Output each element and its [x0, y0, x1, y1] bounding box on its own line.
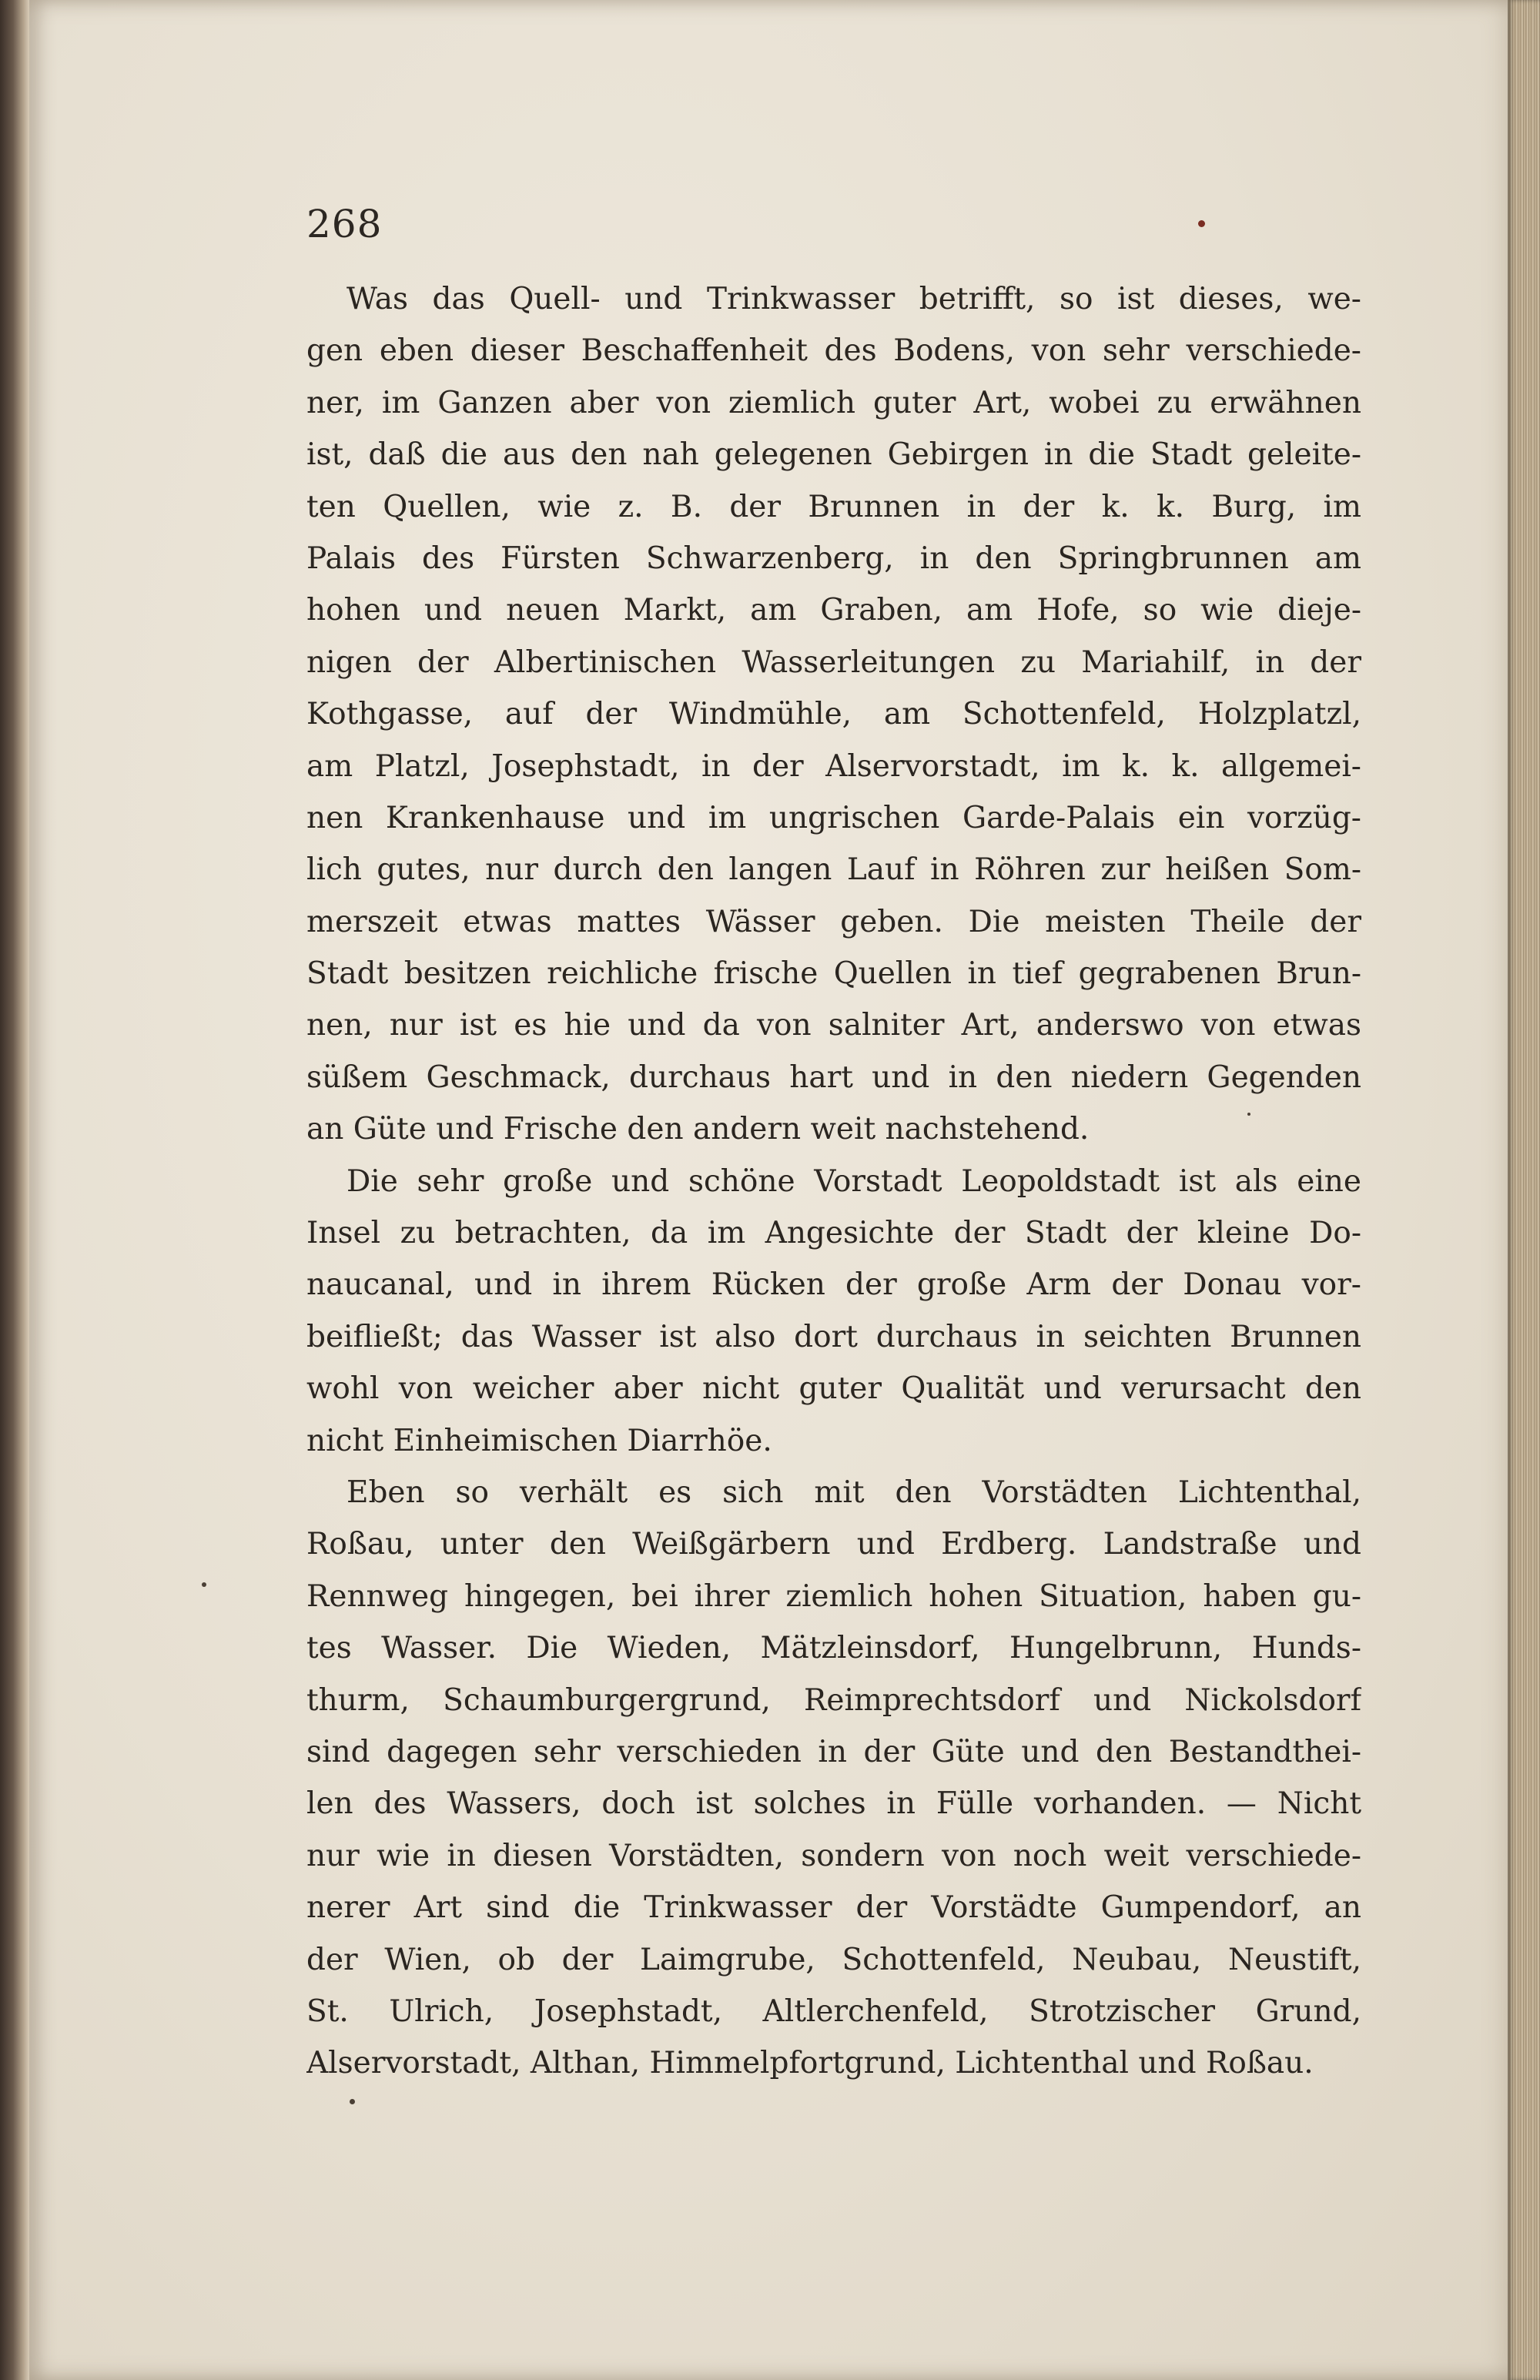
text-line: ner, im Ganzen aber von ziemlich guter Art, wobei zu erwähnen: [306, 385, 1361, 420]
text-line: nur wie in diesen Vorstädten, sondern von noch weit verschiede-: [306, 1838, 1361, 1873]
text-line: tes Wasser. Die Wieden, Mätzleinsdorf, Hungelbrunn, Hunds-: [306, 1631, 1361, 1666]
text-line: len des Wassers, doch ist solches in Fülle vorhanden. — Nicht: [306, 1786, 1361, 1822]
text-line: ist, daß die aus den nah gelegenen Gebirgen in die Stadt geleite-: [306, 437, 1361, 473]
text-line: thurm, Schaumburgergrund, Reimprechtsdorf und Nickolsdorf: [306, 1682, 1361, 1718]
text-line: Rennweg hingegen, bei ihrer ziemlich hohen Situation, haben gu-: [306, 1578, 1361, 1614]
text-line: St. Ulrich, Josephstadt, Altlerchenfeld, Strotzischer Grund,: [306, 1993, 1361, 2029]
text-line: Eben so verhält es sich mit den Vorstädten Lichtenthal,: [346, 1475, 1361, 1510]
text-line: der Wien, ob der Laimgrube, Schottenfeld, Neubau, Neustift,: [306, 1942, 1361, 1977]
paragraph: [306, 1467, 1361, 2090]
text-line: nigen der Albertinischen Wasserleitungen zu Mariahilf, in der: [306, 644, 1361, 680]
text-line: gen eben dieser Beschaffenheit des Bodens, von sehr verschiede-: [306, 333, 1361, 369]
text-line: Insel zu betrachten, da im Angesichte der Stadt der kleine Do-: [306, 1216, 1361, 1251]
page-number: 268: [306, 202, 383, 246]
text-line: Was das Quell- und Trinkwasser betrifft, so ist dieses, we-: [346, 282, 1361, 316]
page-stack-edge: [1508, 0, 1540, 2380]
text-line: an Güte und Frische den andern weit nachstehend.: [306, 1112, 1090, 1147]
paper-speck: [350, 2099, 355, 2104]
text-line: merszeit etwas mattes Wässer geben. Die meisten Theile der: [306, 904, 1361, 939]
text-line: nen, nur ist es hie und da von salniter Art, anderswo von etwas: [306, 1008, 1361, 1043]
text-line: nerer Art sind die Trinkwasser der Vorstädte Gumpendorf, an: [306, 1890, 1361, 1926]
text-line: Die sehr große und schöne Vorstadt Leopoldstadt ist als eine: [346, 1163, 1361, 1199]
text-line: süßem Geschmack, durchaus hart und in den niedern Gegenden: [306, 1059, 1361, 1095]
text-line: Alservorstadt, Althan, Himmelpfortgrund, Lichtenthal und Roßau.: [306, 2046, 1314, 2081]
text-line: ten Quellen, wie z. B. der Brunnen in der k. k. Burg, im: [306, 489, 1361, 524]
book-binding-edge: [0, 0, 29, 2380]
text-line: lich gutes, nur durch den langen Lauf in Röhren zur heißen Som-: [306, 852, 1361, 888]
text-line: sind dagegen sehr verschieden in der Güte und den Bestandthei-: [306, 1734, 1361, 1769]
text-line: hohen und neuen Markt, am Graben, am Hofe, so wie dieje-: [306, 593, 1361, 628]
paper-speck: [1247, 1113, 1250, 1116]
text-line: beifließt; das Wasser ist also dort durchaus in seichten Brunnen: [306, 1319, 1361, 1354]
text-line: Kothgasse, auf der Windmühle, am Schottenfeld, Holzplatzl,: [306, 697, 1361, 732]
text-line: naucanal, und in ihrem Rücken der große Arm der Donau vor-: [306, 1267, 1361, 1303]
text-line: am Platzl, Josephstadt, in der Alservorstadt, im k. k. allgemei-: [306, 748, 1361, 784]
paper-speck: [1198, 220, 1205, 227]
paper-speck: [202, 1582, 206, 1587]
body-text: [306, 273, 1361, 2090]
text-line: Stadt besitzen reichliche frische Quellen in tief gegrabenen Brun-: [306, 956, 1361, 992]
paragraph: [306, 1156, 1361, 1467]
text-line: nen Krankenhause und im ungrischen Garde-Palais ein vorzüg-: [306, 800, 1361, 835]
paragraph: [306, 273, 1361, 1156]
text-line: wohl von weicher aber nicht guter Qualität und verursacht den: [306, 1371, 1361, 1407]
text-line: Palais des Fürsten Schwarzenberg, in den Springbrunnen am: [306, 541, 1361, 576]
text-line: Roßau, unter den Weißgärbern und Erdberg. Landstraße und: [306, 1527, 1361, 1562]
text-line: nicht Einheimischen Diarrhöe.: [306, 1423, 772, 1458]
